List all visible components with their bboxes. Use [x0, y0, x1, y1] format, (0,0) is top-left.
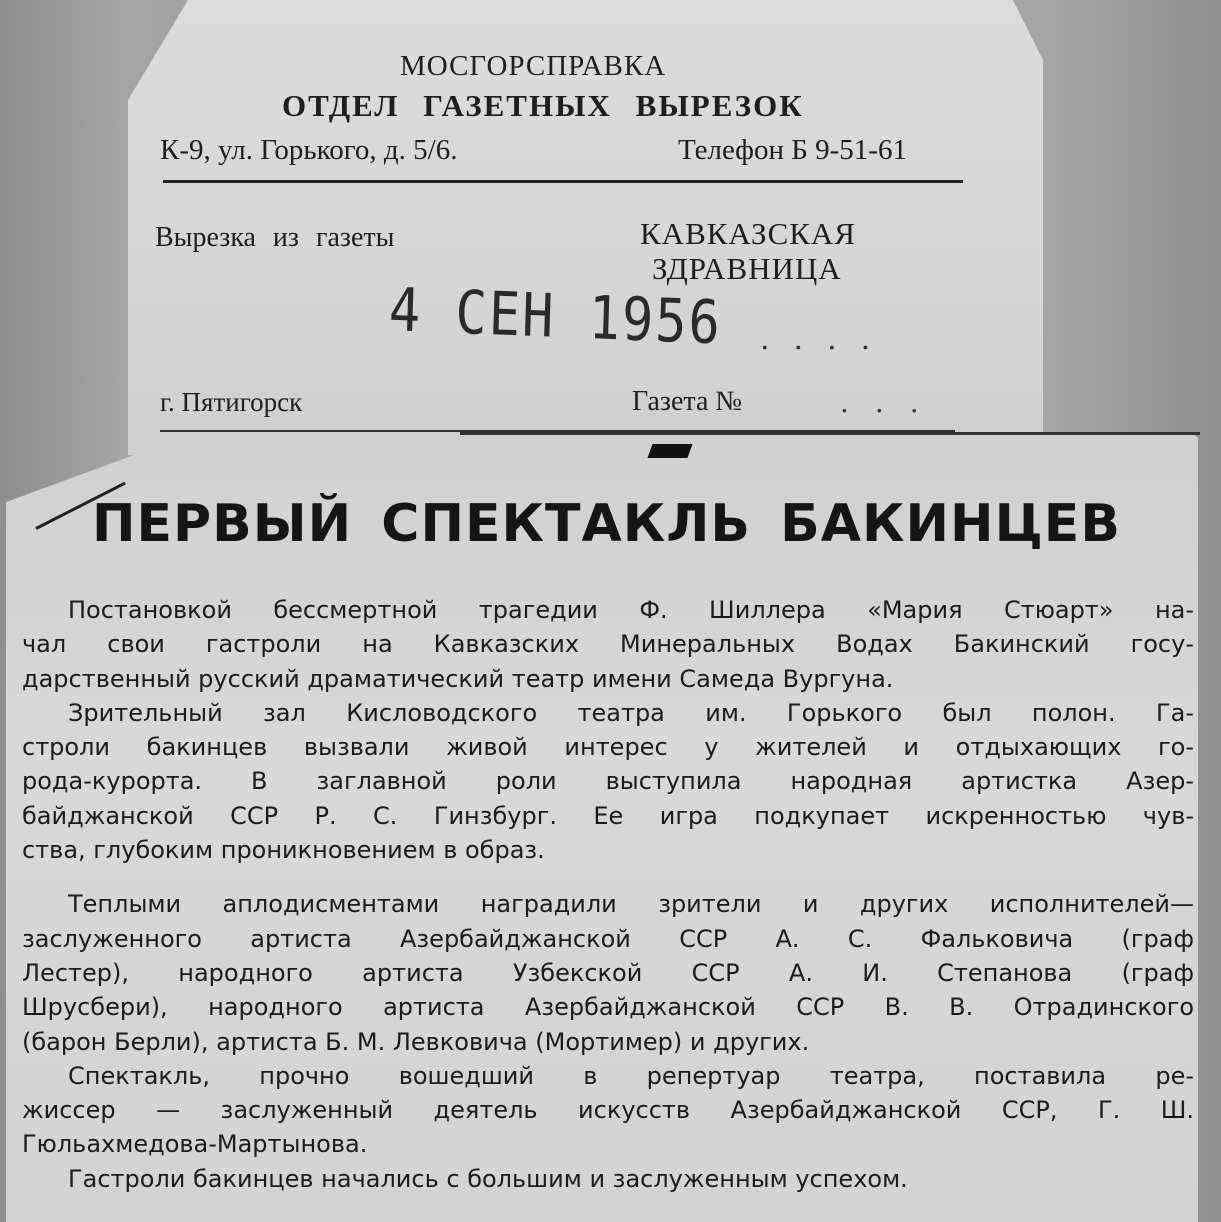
article-line: Спектакль, прочно вошедший в репертуар театра, поставила ре-	[68, 1061, 1194, 1090]
card-address: К-9, ул. Горького, д. 5/6.	[160, 134, 458, 166]
article-line: Теплыми аплодисментами наградили зрители и других исполнителей—	[68, 890, 1194, 919]
gazeta-dots: ...	[840, 386, 945, 419]
card-department: ОТДЕЛ ГАЗЕТНЫХ ВЫРЕЗОК	[282, 88, 804, 123]
date-stamp: 4 СЕН 1956	[387, 276, 723, 359]
gazeta-number-label: Газета №	[632, 386, 743, 417]
article-line: байджанской ССР Р. С. Гинзбург. Ее игра подкупает искренностью чув-	[22, 801, 1194, 830]
clipping-edge	[460, 432, 1200, 435]
article-line: строли бакинцев вызвали живой интерес у жителей и отдыхающих го-	[22, 733, 1194, 762]
article-line: Шрусбери), народного артиста Азербайджанской ССР В. В. Отрадинского	[22, 993, 1194, 1022]
card-org: МОСГОРСПРАВКА	[400, 50, 667, 82]
date-dots: ....	[760, 322, 895, 357]
article-line: ства, глубоким проникновением в образ.	[22, 836, 545, 865]
article-line: заслуженного артиста Азербайджанской ССР А. С. Фальковича (граф	[22, 924, 1194, 953]
article-line: рода-курорта. В заглавной роли выступила народная артистка Азер-	[22, 767, 1194, 796]
article-line: дарственный русский драматический театр имени Самеда Вургуна.	[22, 664, 894, 693]
card-divider	[163, 180, 963, 183]
newspaper-name-line2: ЗДРАВНИЦА	[652, 251, 842, 286]
article-line: (барон Берли), артиста Б. М. Левковича (Мортимер) и других.	[22, 1027, 810, 1056]
article-body	[22, 593, 1194, 1196]
article-line: чал свои гастроли на Кавказских Минеральных Водах Бакинский госу-	[22, 630, 1194, 659]
article-headline: ПЕРВЫЙ СПЕКТАКЛЬ БАКИНЦЕВ	[92, 494, 1121, 554]
newspaper-name-line1: КАВКАЗСКАЯ	[640, 216, 856, 251]
clipping-tear	[647, 444, 692, 458]
article-line: Лестер), народного артиста Узбекской ССР А. И. Степанова (граф	[22, 958, 1194, 987]
article-line: Постановкой бессмертной трагедии Ф. Шиллера «Мария Стюарт» на-	[68, 596, 1194, 624]
article-line: Гастроли бакинцев начались с большим и заслуженным успехом.	[68, 1164, 908, 1193]
article-line: жиссер — заслуженный деятель искусств Азербайджанской ССР, Г. Ш.	[22, 1096, 1194, 1125]
article-line: Гюльахмедова-Мартынова.	[22, 1130, 368, 1159]
clipping-label: Вырезка из газеты	[155, 222, 395, 253]
city-label: г. Пятигорск	[160, 387, 303, 417]
article-line: Зрительный зал Кисловодского театра им. Горького был полон. Га-	[68, 698, 1194, 727]
card-phone: Телефон Б 9-51-61	[678, 134, 907, 166]
